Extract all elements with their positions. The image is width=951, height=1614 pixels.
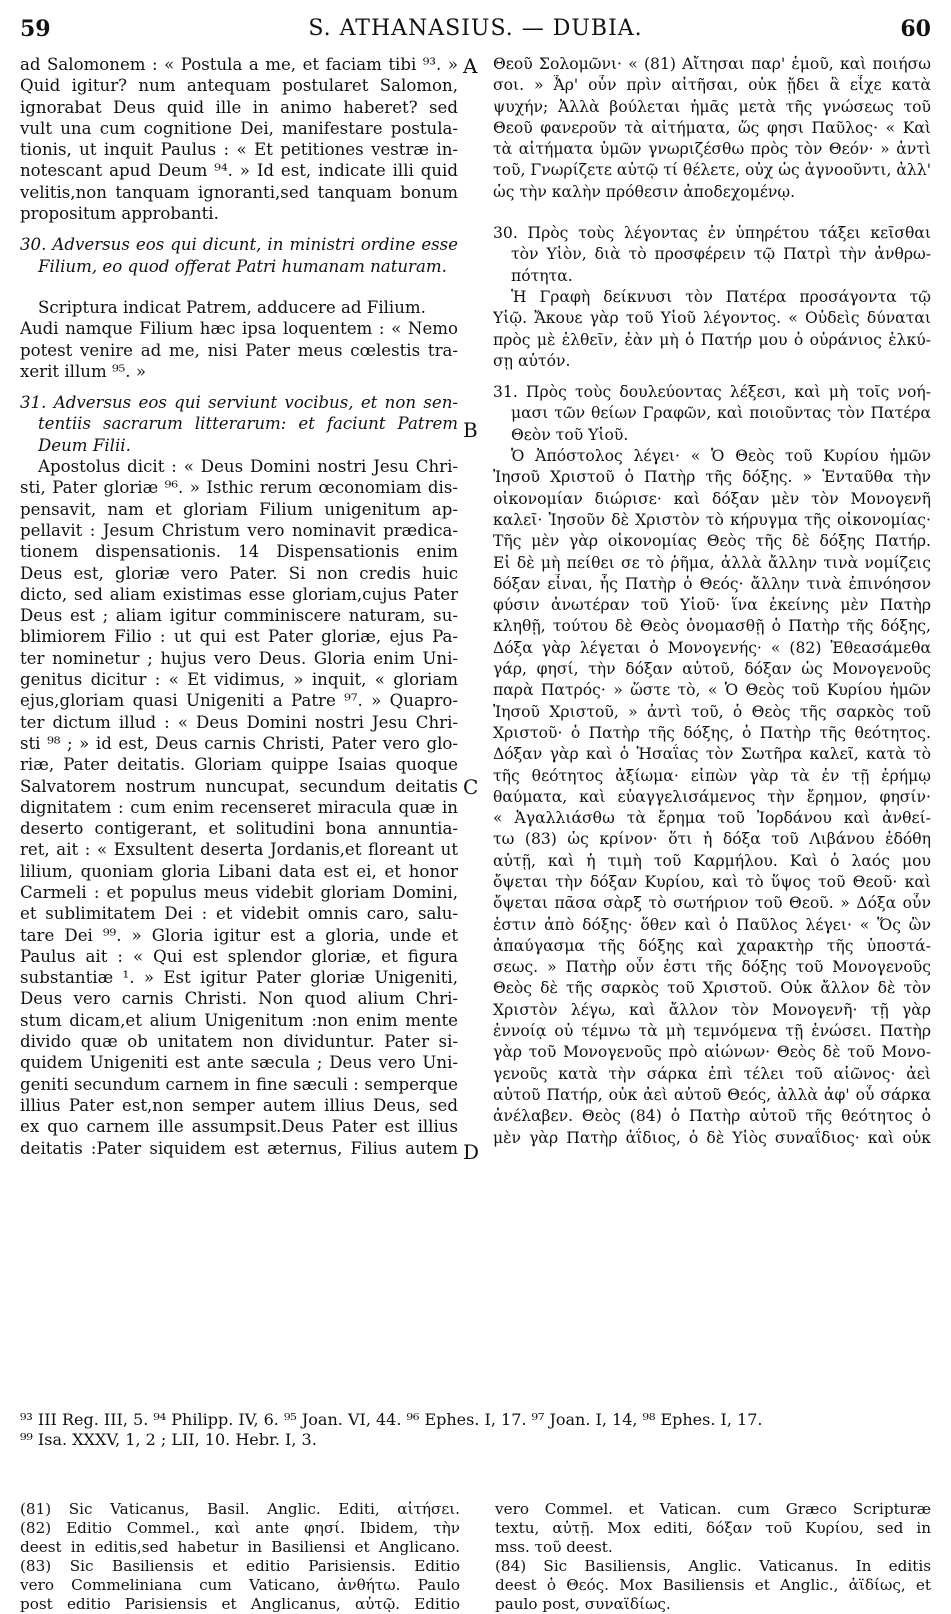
text-line: Ὁ Ἀπόστολος λέγει· « Ὁ Θεὸς τοῦ Κυρίου ἡμῶν <box>511 447 931 466</box>
text-line: ter dictum illud : « Deus Domini nostri Jesu Chri- <box>20 712 458 732</box>
text-line: σοι. » Ἆρ' οὖν πρὶν αἰτῆσαι, οὐκ ᾔδει ἃ εἶχε κατὰ <box>493 76 931 95</box>
text-line: ὄψεται τὴν δόξαν Κυρίου, καὶ τὸ ὕψος τοῦ Θεοῦ· καὶ <box>493 872 931 891</box>
text-line: Scriptura indicat Patrem, adducere ad Filium. <box>38 297 426 317</box>
text-line: deitatis :Pater siquidem est æternus, Filius autem <box>20 1138 458 1158</box>
text-line: Εἰ δὲ μὴ πείθει σε τὸ ῥῆμα, ἀλλὰ ἄλλην τινὰ νομίζεις <box>493 553 931 572</box>
text-line: sti ⁹⁸ ; » id est, Deus carnis Christi, Pater vero glo- <box>20 733 458 753</box>
text-line: notescant apud Deum ⁹⁴. » Id est, indicate illi quid <box>20 161 458 181</box>
text-line: potest venire ad me, nisi Pater meus cœlestis tra- <box>20 340 458 360</box>
running-title: S. ATHANASIUS. — DUBIA. <box>308 16 643 41</box>
section-heading-30-greek: 30. Πρὸς τοὺς λέγοντας ἐν ὑπηρέτου τάξει κεῖσθαι <box>493 224 931 243</box>
text-line: ἀπαύγασμα τῆς δόξης καὶ χαρακτὴρ τῆς ὑποστά- <box>493 936 931 955</box>
text-line: riæ, Pater deitatis. Gloriam quippe Isaias quoque <box>20 755 458 775</box>
text-line: Carmeli : et populus meus videbit gloriam Domini, <box>20 882 458 902</box>
section-heading-31: tentiis sacrarum litterarum: et faciunt Patrem <box>38 414 458 434</box>
note-line: vero Commel. et Vatican. cum Græco Scripturæ <box>495 1500 931 1518</box>
note-line: (83) Sic Basiliensis et editio Parisiensis. Editio <box>20 1557 460 1575</box>
text-line: κληθῇ, τούτου δὲ Θεὸς ὀνομασθῇ ὁ Πατὴρ τῆς δόξης, <box>493 617 931 636</box>
text-line: Ἰησοῦ Χριστοῦ ὁ Πατὴρ τῆς δόξης. » Ἐνταῦθα τὴν <box>493 468 931 487</box>
margin-letter-d: D <box>463 1140 480 1164</box>
section-heading-31: Deum Filii. <box>38 435 131 455</box>
text-line: θαύματα, καὶ εὐαγγελισάμενος τὴν ἔρημον, φησίν· <box>493 787 931 806</box>
text-line: Δόξαν γὰρ καὶ ὁ Ἡσαΐας τὸν Σωτῆρα καλεῖ, κατὰ τὸ <box>493 745 931 764</box>
section-heading-31-greek: Θεὸν τοῦ Υἱοῦ. <box>511 425 629 444</box>
note-line: deest in editis,sed habetur in Basiliensi et Anglicano. <box>20 1538 460 1556</box>
text-line: pellavit : Jesum Christum vero nominavit prædica- <box>20 520 458 540</box>
text-line: ignorabat Deus quid ille in animo haberet? sed <box>20 97 458 117</box>
text-line: τὰ αἰτήματα ὑμῶν γνωριζέσθω πρὸς τὸν Θεόν· » ἀντὶ <box>493 140 931 159</box>
page-number-right: 60 <box>900 16 931 42</box>
section-heading-30-greek: πότητα. <box>511 266 573 285</box>
text-line: lilium, quoniam gloria Libani data est ei, et honor <box>20 861 458 881</box>
text-line: Ἰησοῦ Χριστοῦ, » ἀντὶ τοῦ, ὁ Θεὸς τῆς σαρκὸς τοῦ <box>493 702 931 721</box>
text-line: αὐτοῦ Πατήρ, οὐκ ἀεὶ αὐτοῦ Θεός, ἀλλὰ ἀφ' οὗ σάρκα <box>493 1085 931 1104</box>
text-line: ψυχήν; Ἀλλὰ βούλεται ἡμᾶς μετὰ τῆς γνώσεως τοῦ <box>493 97 931 116</box>
text-line: τοῦ, Γνωρίζετε αὐτῷ τί θέλετε, οὐχ ὡς ἀγνοοῦντι, ἀλλ' <box>493 161 931 180</box>
section-heading-31-greek: μασι τῶν θείων Γραφῶν, καὶ ποιοῦντας τὸν Πατέρα <box>511 404 931 423</box>
note-line: deest ὁ Θεός. Mox Basiliensis et Anglic., ἀϊδίως, et <box>495 1576 931 1594</box>
note-line: textu, αὐτῇ. Mox editi, δόξαν τοῦ Κυρίου, sed in <box>495 1519 931 1537</box>
text-line: illius Pater est,non semper autem illius Deus, sed <box>20 1095 458 1115</box>
text-line: divido quæ ob unitatem non dividuntur. Pater si- <box>20 1032 458 1052</box>
note-line: paulo post, συναϊδίως. <box>495 1595 671 1613</box>
section-heading-30-greek: τὸν Υἱὸν, διὰ τὸ προσφέρειν τῷ Πατρὶ τὴν ἀνθρω- <box>511 245 931 264</box>
page-header <box>20 16 931 46</box>
text-line: αὐτῇ, καὶ ἡ τιμὴ τοῦ Καρμήλου. Καὶ ὁ λαός μου <box>493 851 931 870</box>
text-line: τῆς θεότητος ἀξίωμα· εἰπὼν γὰρ τὰ ἐν τῇ ἐρήμῳ <box>493 766 931 785</box>
text-line: ἐστιν ἀπὸ δόξης· ὅθεν καὶ ὁ Παῦλος λέγει· « Ὅς ὢν <box>493 915 931 934</box>
text-line: Deus vero carnis Christi. Non quod alium Chri- <box>20 989 458 1009</box>
text-line: ejus,gloriam quasi Unigeniti a Patre ⁹⁷. » Quapro- <box>20 691 458 711</box>
section-heading-31-greek: 31. Πρὸς τοὺς δουλεύοντας λέξεσι, καὶ μὴ τοῖς νοή- <box>493 383 931 402</box>
section-heading-30: Filium, eo quod offerat Patri humanam naturam. <box>38 256 447 276</box>
text-line: Quid igitur? num antequam postularet Salomon, <box>20 76 458 96</box>
text-line: dicto, sed aliam existimas esse gloriam,cujus Pater <box>20 584 458 604</box>
scripture-footnotes <box>20 1410 931 1450</box>
text-line: Υἱῷ. Ἄκουε γὰρ τοῦ Υἱοῦ λέγοντος. « Οὐδεὶς δύναται <box>493 309 931 328</box>
text-line: παρὰ Πατρός· » ὥστε τὸ, « Ὁ Θεὸς τοῦ Κυρίου ἡμῶν <box>493 681 931 700</box>
margin-letter-b: B <box>463 418 478 442</box>
note-line: mss. τοῦ deest. <box>495 1538 613 1556</box>
footnote-line: ⁹⁹ Isa. XXXV, 1, 2 ; LII, 10. Hebr. I, 3. <box>20 1430 317 1449</box>
critical-notes-left <box>20 1500 460 1614</box>
text-line: blimiorem Filio : ut qui est Pater gloriæ, ejus Pa- <box>20 627 458 647</box>
greek-column <box>493 54 931 1149</box>
text-line: propositum approbanti. <box>20 204 219 224</box>
text-line: ter nominetur ; hujus vero Deus. Gloria enim Uni- <box>20 648 458 668</box>
page-number-left: 59 <box>20 16 51 42</box>
latin-column <box>20 54 458 1159</box>
critical-notes-right <box>495 1500 931 1614</box>
text-line: velitis,non tanquam ignoranti,sed tanquam bonum <box>20 182 458 202</box>
text-line: σῃ αὐτόν. <box>493 351 571 370</box>
text-line: ret, ait : « Exsultent deserta Jordanis,et floreant ut <box>20 840 458 860</box>
text-line: Paulus ait : « Qui est splendor gloriæ, et figura <box>20 946 458 966</box>
text-line: Χριστοῦ· ὁ Πατὴρ τῆς δόξης, ὁ Πατὴρ τῆς θεότητος. <box>493 723 931 742</box>
note-line: (84) Sic Basiliensis, Anglic. Vaticanus. In editis <box>495 1557 931 1575</box>
section-heading-31: 31. Adversus eos qui serviunt vocibus, et non sen- <box>20 393 458 413</box>
note-line: (81) Sic Vaticanus, Basil. Anglic. Editi, αἰτήσει. <box>20 1500 460 1518</box>
text-line: « Ἀγαλλιάσθω τὰ ἔρημα τοῦ Ἰορδάνου καὶ ἀνθεί- <box>493 809 931 828</box>
text-line: deserto contigerant, et solitudini bona annuntia- <box>20 819 458 839</box>
note-line: vero Commeliniana cum Vaticano, ἀνθήτω. Paulo <box>20 1576 460 1594</box>
text-line: substantiæ ¹. » Est igitur Pater gloriæ Unigeniti, <box>20 968 458 988</box>
text-line: genitus dicitur : « Et vidimus, » inquit, « gloriam <box>20 670 458 690</box>
text-line: sti, Pater gloriæ ⁹⁶. » Isthic rerum œconomiam dis- <box>20 478 458 498</box>
text-line: οἰκονομίαν διώρισε· καὶ δόξαν μὲν τὸν Μονογενῆ <box>493 489 931 508</box>
text-line: Δόξα γὰρ λέγεται ὁ Μονογενής· « (82) Ἐθεασάμεθα <box>493 638 931 657</box>
text-line: Deus est ; aliam igitur comminiscere naturam, su- <box>20 606 458 626</box>
text-line: pensavit, nam et gloriam Filium unigenitum ap- <box>20 499 458 519</box>
text-line: σεως. » Πατὴρ οὖν ἐστι τῆς δόξης τοῦ Μονογενοῦς <box>493 958 931 977</box>
text-line: dignitatem : cum enim recenseret miracula quæ in <box>20 797 458 817</box>
margin-letter-a: A <box>463 54 478 78</box>
text-line: Χριστὸν λέγω, καὶ ἄλλον τὸν Μονογενῆ· τῇ γὰρ <box>493 1000 931 1019</box>
text-line: φύσιν ἀνωτέραν τοῦ Υἱοῦ· ἵνα ἐκείνης μὲν Πατὴρ <box>493 596 931 615</box>
text-line: xerit illum ⁹⁵. » <box>20 361 146 381</box>
text-line: μὲν γὰρ Πατὴρ ἀΐδιος, ὁ δὲ Υἱὸς συναΐδιος· καὶ οὐκ <box>493 1128 931 1147</box>
text-line: ex quo carnem ille assumpsit.Deus Pater est illius <box>20 1117 458 1137</box>
text-line: Τῆς μὲν γὰρ οἰκονομίας Θεὸς τῆς δὲ δόξης Πατήρ. <box>493 532 931 551</box>
text-line: Ἡ Γραφὴ δείκνυσι τὸν Πατέρα προσάγοντα τῷ <box>511 287 931 306</box>
text-line: τω (83) ὡς κρίνον· ὅτι ἡ δόξα τοῦ Λιβάνου ἐδόθη <box>493 830 931 849</box>
text-line: vult una cum cognitione Dei, manifestare postula- <box>20 118 458 138</box>
text-line: Audi namque Filium hæc ipsa loquentem : « Nemo <box>20 319 458 339</box>
text-line: Apostolus dicit : « Deus Domini nostri Jesu Chri- <box>38 457 458 477</box>
text-line: ὄψεται πᾶσα σὰρξ τὸ σωτήριον τοῦ Θεοῦ. » Δόξα οὖν <box>493 894 931 913</box>
text-line: stum dicam,et alium Unigenitum :non enim mente <box>20 1010 458 1030</box>
text-line: ἀνέλαβεν. Θεὸς (84) ὁ Πατὴρ αὐτοῦ τῆς θεότητος ὁ <box>493 1107 931 1126</box>
text-line: geniti secundum carnem in fine sæculi : semperque <box>20 1074 458 1094</box>
text-line: ad Salomonem : « Postula a me, et faciam tibi ⁹³. » <box>20 55 458 74</box>
note-line: post editio Parisiensis et Anglicanus, αὐτῷ. Editio <box>20 1595 460 1613</box>
footnote-line: ⁹³ III Reg. III, 5. ⁹⁴ Philipp. IV, 6. ⁹⁵ Joan. VI, 44. ⁹⁶ Ephes. I, 17. ⁹⁷ Joan. I, 14, ⁹⁸ Ephes. I, 17. <box>20 1410 763 1429</box>
text-line: ὡς τὴν καλὴν πρόθεσιν ἀποδεχομένῳ. <box>493 182 796 201</box>
text-line: Deus est, gloriæ vero Pater. Si non credis huic <box>20 563 458 583</box>
text-line: ἐννοίᾳ οὐ τέμνω τὰ μὴ τεμνόμενα τῇ ἑνώσει. Πατὴρ <box>493 1022 931 1041</box>
text-line: quidem Unigeniti est ante sæcula ; Deus vero Uni- <box>20 1053 458 1073</box>
text-line: πρὸς μὲ ἐλθεῖν, ἐὰν μὴ ὁ Πατήρ μου ὁ οὐράνιος ἑλκύ- <box>493 330 931 349</box>
margin-letter-c: C <box>463 775 479 799</box>
text-line: tare Dei ⁹⁹. » Gloria igitur est a gloria, unde et <box>20 925 458 945</box>
note-line: (82) Editio Commel., καὶ ante φησί. Ibidem, τὴν <box>20 1519 460 1537</box>
text-line: γάρ, φησί, τὴν δόξαν αὐτοῦ, δόξαν ὡς Μονογενοῦς <box>493 660 931 679</box>
text-line: Θεοῦ φανεροῦν τὰ αἰτήματα, ὥς φησι Παῦλος· « Καὶ <box>493 118 931 137</box>
text-line: Salvatorem nostrum nuncupat, secundum deitatis <box>20 776 458 796</box>
text-line: καλεῖ· Ἰησοῦν δὲ Χριστὸν τὸ κήρυγμα τῆς οἰκονομίας· <box>493 510 931 529</box>
text-line: γενοῦς κατὰ τὴν σάρκα ἐπὶ τέλει τοῦ αἰῶνος· ἀεὶ <box>493 1064 931 1083</box>
text-line: δόξαν εἶναι, ἧς Πατὴρ ὁ Θεός· ἄλλην τινὰ ἐπινόησον <box>493 574 931 593</box>
section-heading-30: 30. Adversus eos qui dicunt, in ministri ordine esse <box>20 235 458 255</box>
text-line: tionis, ut inquit Paulus : « Et petitiones vestræ in- <box>20 140 458 160</box>
text-line: tionem dispensationis. 14 Dispensationis enim <box>20 542 458 562</box>
text-line: et sublimitatem Dei : et videbit omnis caro, salu- <box>20 904 458 924</box>
text-line: γὰρ τοῦ Μονογενοῦς πρὸ αἰώνων· Θεὸς δὲ τοῦ Μονο- <box>493 1043 931 1062</box>
text-line: Θεὸς δὲ τῆς σαρκὸς τοῦ Χριστοῦ. Οὐκ ἄλλον δὲ τὸν <box>493 979 931 998</box>
text-line: Θεοῦ Σολομῶνι· « (81) Αἴτησαι παρ' ἐμοῦ, καὶ ποιήσω <box>493 55 931 73</box>
